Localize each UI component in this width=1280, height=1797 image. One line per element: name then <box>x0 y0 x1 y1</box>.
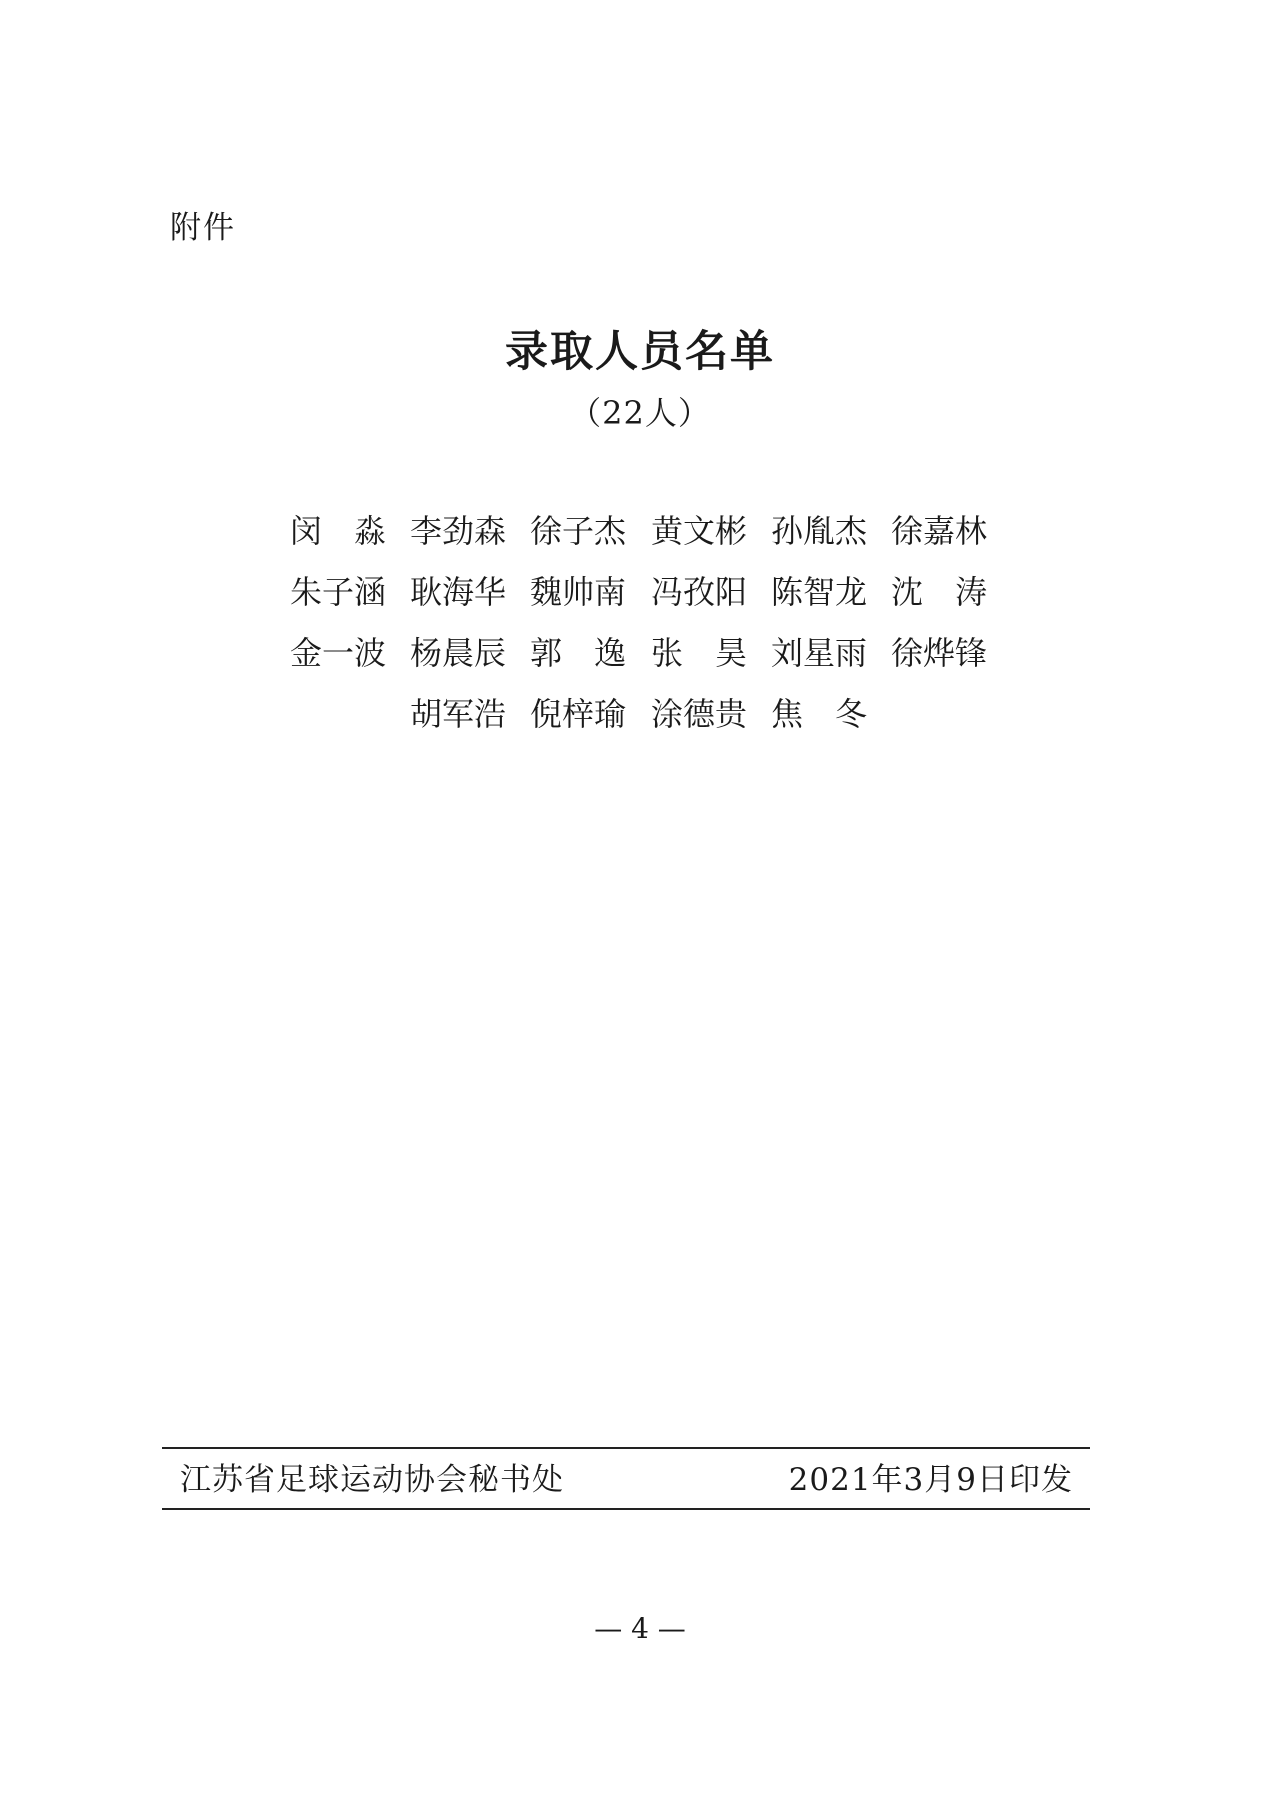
page-number: — 4 — <box>594 1612 686 1645</box>
footer-top-divider <box>162 1447 1090 1449</box>
issuing-organization: 江苏省足球运动协会秘书处 <box>180 1462 564 1498</box>
name-entry: 涂德贵 <box>651 695 748 733</box>
name-entry: 郭 逸 <box>530 634 627 672</box>
names-row <box>0 692 1280 736</box>
name-entry: 李劲森 <box>410 512 507 550</box>
name-entry: 胡军浩 <box>410 695 507 733</box>
name-entry: 倪梓瑜 <box>530 695 627 733</box>
name-entry: 张 昊 <box>651 634 748 672</box>
name-entry: 黄文彬 <box>651 512 748 550</box>
footer-bottom-divider <box>162 1508 1090 1510</box>
name-entry: 沈 涛 <box>891 573 988 611</box>
name-entry: 魏帅南 <box>530 573 627 611</box>
name-entry: 耿海华 <box>410 573 507 611</box>
name-entry: 朱子涵 <box>290 573 387 611</box>
issue-date: 2021年3月9日印发 <box>788 1462 1073 1498</box>
names-row <box>0 509 1280 553</box>
name-entry: 徐嘉林 <box>891 512 988 550</box>
attachment-label: 附件 <box>170 210 236 246</box>
names-row <box>0 570 1280 614</box>
name-entry: 徐烨锋 <box>891 634 988 672</box>
name-entry: 闵 淼 <box>290 512 387 550</box>
name-entry: 陈智龙 <box>771 573 868 611</box>
admission-count: （22人） <box>569 394 711 432</box>
name-entry: 刘星雨 <box>771 634 868 672</box>
name-entry: 冯孜阳 <box>651 573 748 611</box>
names-row <box>0 631 1280 675</box>
name-entry: 徐子杰 <box>530 512 627 550</box>
name-entry: 孙胤杰 <box>771 512 868 550</box>
name-entry: 杨晨辰 <box>410 634 507 672</box>
name-entry: 金一波 <box>290 634 387 672</box>
page-title: 录取人员名单 <box>505 327 775 377</box>
name-entry: 焦 冬 <box>771 695 868 733</box>
